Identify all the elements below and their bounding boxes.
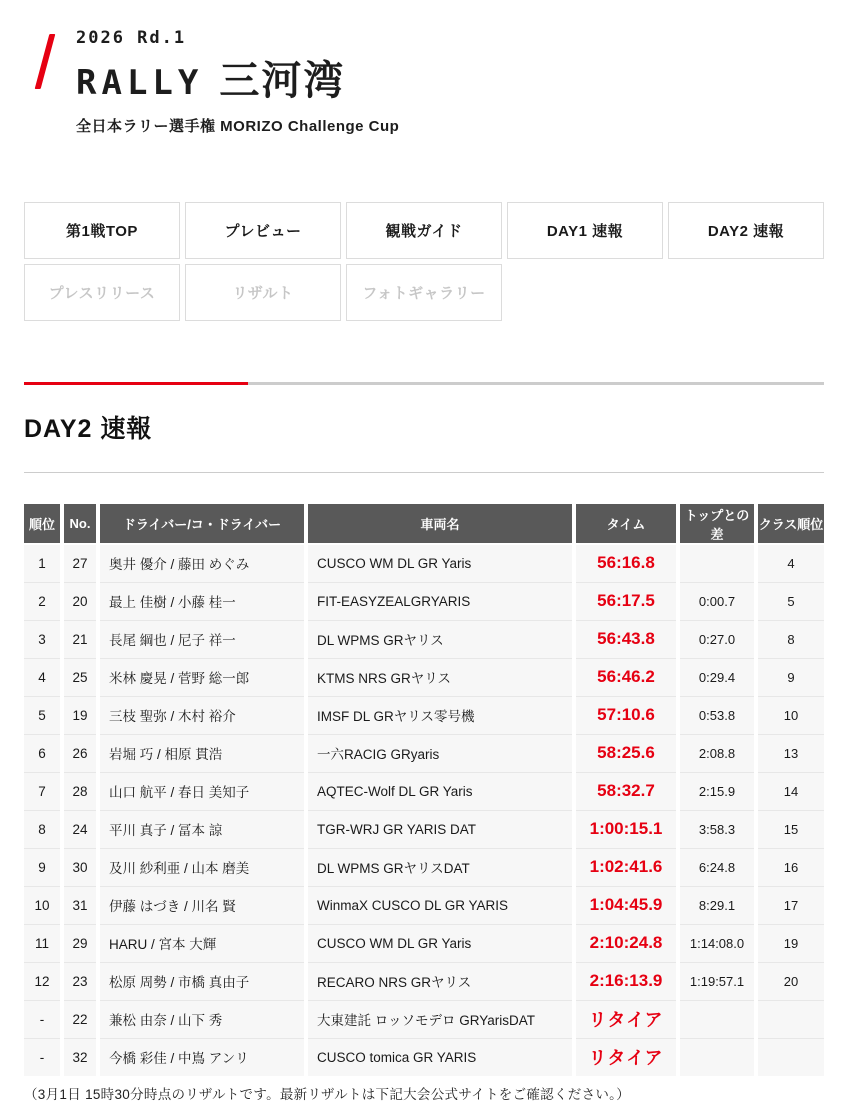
rank-cell: 6 [24,734,62,772]
class-rank-cell: 16 [756,848,824,886]
col-header-3: 車両名 [306,504,574,544]
no-cell: 31 [62,886,98,924]
car-cell: DL WPMS GRヤリス [306,620,574,658]
car-cell: WinmaX CUSCO DL GR YARIS [306,886,574,924]
gap-cell: 1:19:57.1 [678,962,756,1000]
time-cell: リタイア [574,1000,678,1038]
driver-cell: 岩堀 巧 / 相原 貫浩 [98,734,306,772]
class-rank-cell [756,1038,824,1076]
car-cell: AQTEC-Wolf DL GR Yaris [306,772,574,810]
rank-cell: - [24,1038,62,1076]
time-cell: 2:16:13.9 [574,962,678,1000]
class-rank-cell: 19 [756,924,824,962]
time-cell: 1:00:15.1 [574,810,678,848]
class-rank-cell: 4 [756,544,824,582]
nav-item-3[interactable]: DAY1 速報 [507,202,663,259]
gap-cell: 0:00.7 [678,582,756,620]
table-row [24,734,824,772]
no-cell: 22 [62,1000,98,1038]
car-cell: FIT-EASYZEALGRYARIS [306,582,574,620]
gap-cell [678,1038,756,1076]
class-rank-cell [756,1000,824,1038]
rank-cell: 10 [24,886,62,924]
driver-cell: 最上 佳樹 / 小藤 桂一 [98,582,306,620]
driver-cell: 松原 周勢 / 市橋 真由子 [98,962,306,1000]
no-cell: 27 [62,544,98,582]
driver-cell: 奥井 優介 / 藤田 めぐみ [98,544,306,582]
section-head [24,385,824,473]
table-row [24,772,824,810]
table-row [24,848,824,886]
driver-cell: HARU / 宮本 大輝 [98,924,306,962]
table-row [24,886,824,924]
rank-cell: 8 [24,810,62,848]
class-rank-cell: 15 [756,810,824,848]
driver-cell: 三枝 聖弥 / 木村 裕介 [98,696,306,734]
event-title [76,49,824,106]
car-cell: CUSCO tomica GR YARIS [306,1038,574,1076]
no-cell: 24 [62,810,98,848]
driver-cell: 兼松 由奈 / 山下 秀 [98,1000,306,1038]
no-cell: 25 [62,658,98,696]
no-cell: 23 [62,962,98,1000]
nav-item-7[interactable]: フォトギャラリー [346,264,502,321]
col-header-2: ドライバー/コ・ドライバー [98,504,306,544]
time-cell: 56:17.5 [574,582,678,620]
event-logo [24,28,824,136]
table-row [24,544,824,582]
driver-cell: 長尾 綱也 / 尼子 祥一 [98,620,306,658]
car-cell: CUSCO WM DL GR Yaris [306,924,574,962]
gap-cell: 2:08.8 [678,734,756,772]
gap-cell: 0:27.0 [678,620,756,658]
rank-cell: 12 [24,962,62,1000]
gap-cell: 8:29.1 [678,886,756,924]
time-cell: 2:10:24.8 [574,924,678,962]
time-cell: 58:25.6 [574,734,678,772]
car-cell: CUSCO WM DL GR Yaris [306,544,574,582]
result-timestamp-note: （3月1日 15時30分時点のリザルトです。最新リザルトは下記大会公式サイトをご確認ください。） [24,1087,631,1102]
nav-item-0[interactable]: 第1戦TOP [24,202,180,259]
event-title-latin: RALLY [76,63,204,103]
no-cell: 29 [62,924,98,962]
time-cell: 1:02:41.6 [574,848,678,886]
event-round: 2026 Rd.1 [76,28,187,48]
gap-cell: 0:53.8 [678,696,756,734]
nav-item-6[interactable]: リザルト [185,264,341,321]
results-table-body [24,544,824,1076]
col-header-1: No. [62,504,98,544]
gap-cell: 0:29.4 [678,658,756,696]
event-title-jp: 三河湾 [219,59,346,103]
table-row [24,658,824,696]
time-cell: 58:32.7 [574,772,678,810]
time-cell: リタイア [574,1038,678,1076]
gap-cell: 6:24.8 [678,848,756,886]
time-cell: 56:46.2 [574,658,678,696]
time-cell: 1:04:45.9 [574,886,678,924]
rank-cell: 3 [24,620,62,658]
no-cell: 20 [62,582,98,620]
rank-cell: 7 [24,772,62,810]
rank-cell: 11 [24,924,62,962]
car-cell: IMSF DL GRヤリス零号機 [306,696,574,734]
nav-item-5[interactable]: プレスリリース [24,264,180,321]
class-rank-cell: 14 [756,772,824,810]
driver-cell: 平川 真子 / 冨本 諒 [98,810,306,848]
gap-cell: 1:14:08.0 [678,924,756,962]
car-cell: DL WPMS GRヤリスDAT [306,848,574,886]
driver-cell: 今橋 彩佳 / 中嶌 アンリ [98,1038,306,1076]
event-subtitle: 全日本ラリー選手権 MORIZO Challenge Cup [76,118,400,135]
table-row [24,696,824,734]
driver-cell: 山口 航平 / 春日 美知子 [98,772,306,810]
no-cell: 32 [62,1038,98,1076]
rank-cell: 4 [24,658,62,696]
driver-cell: 及川 紗利亜 / 山本 磨美 [98,848,306,886]
class-rank-cell: 17 [756,886,824,924]
col-header-6: クラス順位 [756,504,824,544]
table-row [24,924,824,962]
rank-cell: 9 [24,848,62,886]
no-cell: 19 [62,696,98,734]
driver-cell: 米林 慶晃 / 菅野 総一郎 [98,658,306,696]
header-row [24,504,824,544]
rank-cell: 2 [24,582,62,620]
table-row [24,810,824,848]
class-rank-cell: 8 [756,620,824,658]
table-row [24,582,824,620]
table-row [24,1000,824,1038]
nav-buttons [24,202,824,321]
results-table-header [24,504,824,544]
table-row [24,1038,824,1076]
col-header-5: トップとの差 [678,504,756,544]
car-cell: KTMS NRS GRヤリス [306,658,574,696]
car-cell: TGR-WRJ GR YARIS DAT [306,810,574,848]
logo-slash-icon [35,34,56,89]
nav-item-2[interactable]: 観戦ガイド [346,202,502,259]
class-rank-cell: 9 [756,658,824,696]
time-cell: 56:43.8 [574,620,678,658]
time-cell: 56:16.8 [574,544,678,582]
car-cell: 一六RACIG GRyaris [306,734,574,772]
nav-item-1[interactable]: プレビュー [185,202,341,259]
car-cell: RECARO NRS GRヤリス [306,962,574,1000]
gap-cell [678,544,756,582]
rank-cell: - [24,1000,62,1038]
table-row [24,962,824,1000]
gap-cell: 3:58.3 [678,810,756,848]
class-rank-cell: 13 [756,734,824,772]
driver-cell: 伊藤 はづき / 川名 賢 [98,886,306,924]
no-cell: 21 [62,620,98,658]
time-cell: 57:10.6 [574,696,678,734]
rank-cell: 5 [24,696,62,734]
gap-cell: 2:15.9 [678,772,756,810]
results-table [24,504,824,1076]
col-header-0: 順位 [24,504,62,544]
page-title: DAY2 速報 [24,415,153,443]
car-cell: 大東建託 ロッソモデロ GRYarisDAT [306,1000,574,1038]
nav-item-4[interactable]: DAY2 速報 [668,202,824,259]
class-rank-cell: 10 [756,696,824,734]
no-cell: 30 [62,848,98,886]
class-rank-cell: 20 [756,962,824,1000]
class-rank-cell: 5 [756,582,824,620]
no-cell: 28 [62,772,98,810]
no-cell: 26 [62,734,98,772]
gap-cell [678,1000,756,1038]
rank-cell: 1 [24,544,62,582]
col-header-4: タイム [574,504,678,544]
table-row [24,620,824,658]
